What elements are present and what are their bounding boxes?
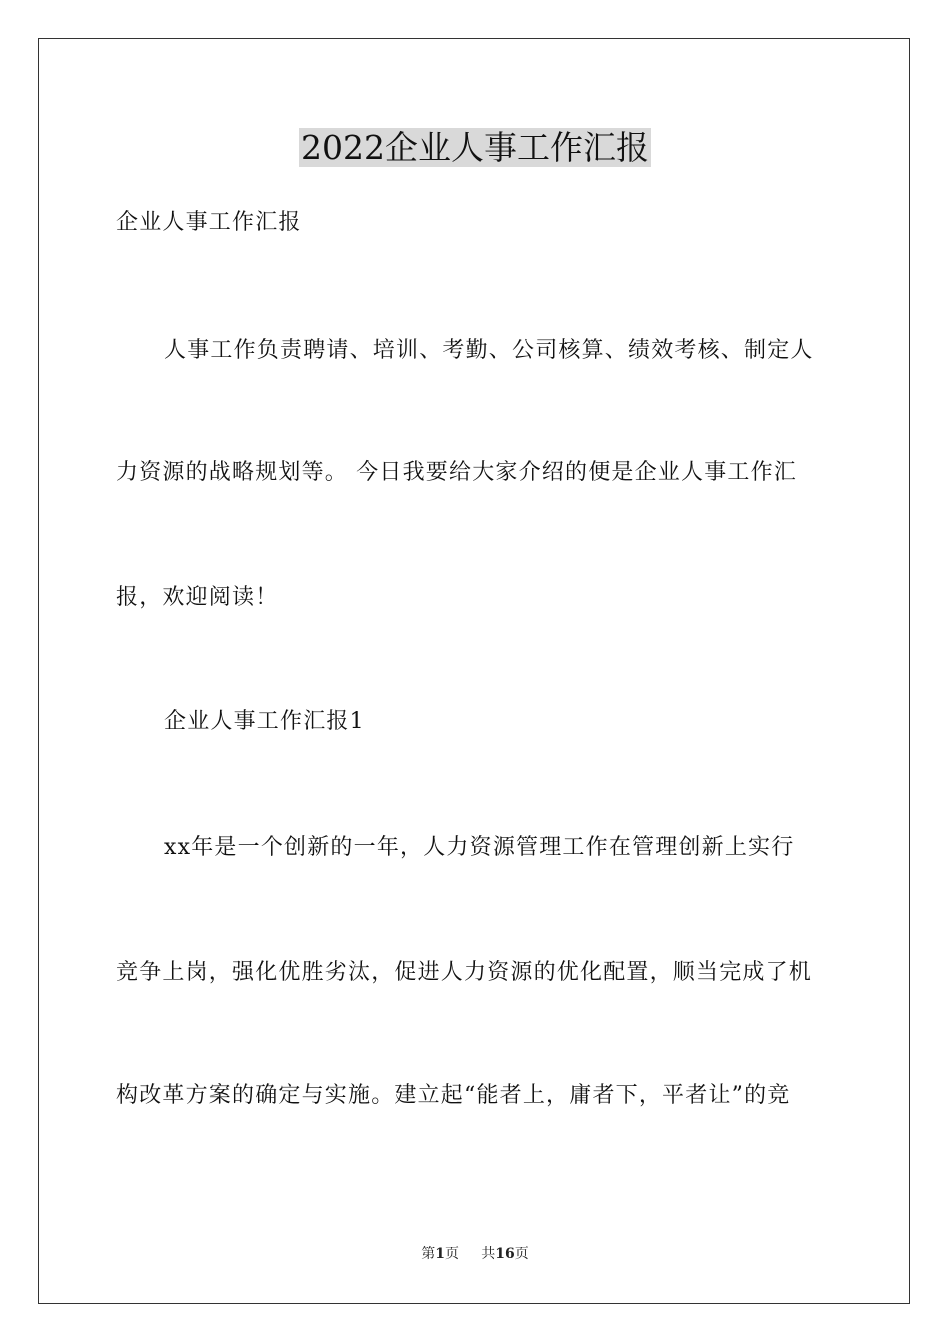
footer-page-suffix: 页	[445, 1246, 459, 1262]
footer-page-current: 1	[435, 1246, 445, 1262]
page-footer	[0, 1244, 950, 1264]
paragraph-line-1: 人事工作负责聘请、培训、考勤、公司核算、绩效考核、制定人	[164, 338, 814, 363]
section-heading-1: 企业人事工作汇报1	[164, 709, 365, 734]
paragraph-line-2: 力资源的战略规划等。 今日我要给大家介绍的便是企业人事工作汇	[116, 460, 797, 485]
footer-total-suffix: 页	[514, 1246, 529, 1262]
footer-page-total: 16	[495, 1246, 515, 1262]
paragraph-line-4: xx年是一个创新的一年，人力资源管理工作在管理创新上实行	[164, 835, 795, 860]
paragraph-line-3: 报，欢迎阅读！	[116, 585, 279, 610]
document-subtitle: 企业人事工作汇报	[116, 210, 302, 235]
document-title	[0, 126, 950, 170]
paragraph-line-6: 构改革方案的确定与实施。建立起“能者上，庸者下，平者让”的竞	[116, 1083, 791, 1108]
footer-page-prefix: 第	[421, 1246, 436, 1262]
document-title-text: 2022企业人事工作汇报	[301, 128, 649, 167]
footer-total-prefix: 共	[481, 1246, 496, 1262]
paragraph-line-5: 竞争上岗，强化优胜劣汰，促进人力资源的优化配置，顺当完成了机	[116, 960, 813, 985]
